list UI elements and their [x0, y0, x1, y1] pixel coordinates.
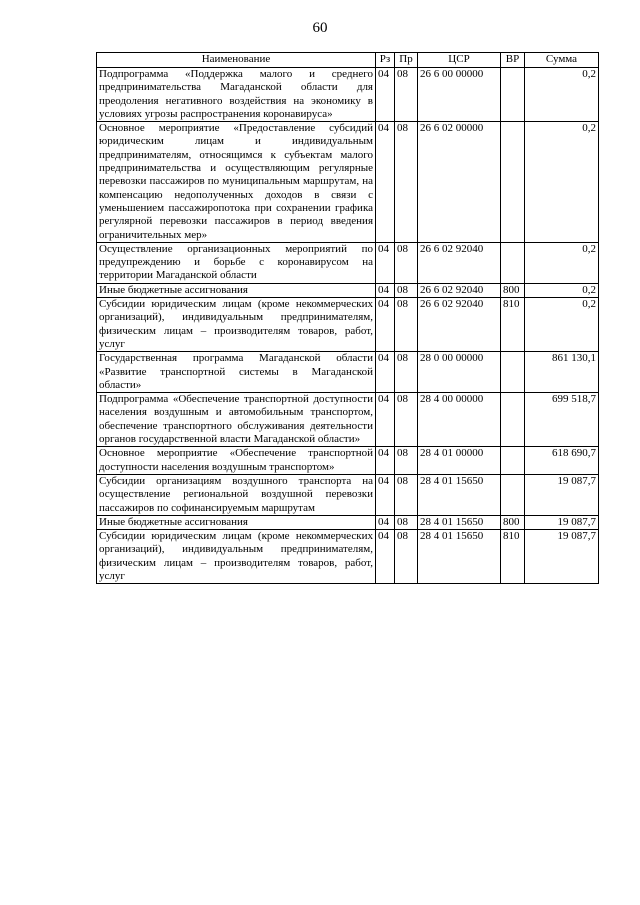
row-name: Основное мероприятие «Предоставление субсидий юридическим лицам и индивидуальным предпринимателям, относящимся к субъектам малого предпринимательства и осуществляющим регулярные перевозки пассажиров по муниципальным маршрутам, на компенсацию недополученных доходов в связи с уменьшением пассажиропотока при сохранении графика регулярной перевозки пассажиров в период введения ограничительных мер»: [97, 122, 376, 243]
row-pr: 08: [395, 242, 418, 283]
table-row: [97, 298, 599, 352]
header-csr: ЦСР: [418, 53, 501, 68]
row-rz: 04: [376, 352, 395, 393]
row-vr: [501, 474, 525, 515]
row-csr: 28 4 00 00000: [418, 393, 501, 447]
row-vr: [501, 122, 525, 243]
table-row: [97, 68, 599, 122]
row-sum: 19 087,7: [525, 530, 599, 584]
row-csr: 26 6 02 92040: [418, 242, 501, 283]
table-row: [97, 515, 599, 529]
row-sum: 0,2: [525, 242, 599, 283]
row-name: Основное мероприятие «Обеспечение транспортной доступности населения воздушным транспортом»: [97, 447, 376, 475]
row-vr: [501, 447, 525, 475]
row-sum: 0,2: [525, 298, 599, 352]
row-sum: 699 518,7: [525, 393, 599, 447]
table-row: [97, 474, 599, 515]
row-csr: 28 4 01 15650: [418, 530, 501, 584]
row-pr: 08: [395, 68, 418, 122]
row-sum: 618 690,7: [525, 447, 599, 475]
budget-table: [96, 52, 599, 584]
row-sum: 0,2: [525, 283, 599, 297]
row-vr: 800: [501, 283, 525, 297]
row-rz: 04: [376, 68, 395, 122]
row-pr: 08: [395, 393, 418, 447]
row-vr: [501, 352, 525, 393]
row-rz: 04: [376, 283, 395, 297]
table-row: [97, 283, 599, 297]
row-rz: 04: [376, 122, 395, 243]
row-vr: [501, 68, 525, 122]
row-sum: 0,2: [525, 122, 599, 243]
row-pr: 08: [395, 122, 418, 243]
row-vr: [501, 393, 525, 447]
row-rz: 04: [376, 298, 395, 352]
row-rz: 04: [376, 515, 395, 529]
row-name: Субсидии юридическим лицам (кроме некоммерческих организаций), индивидуальным предпринимателям, физическим лицам – производителям товаров, работ, услуг: [97, 530, 376, 584]
table-row: [97, 352, 599, 393]
row-pr: 08: [395, 530, 418, 584]
row-name: Иные бюджетные ассигнования: [97, 283, 376, 297]
row-sum: 19 087,7: [525, 474, 599, 515]
header-rz: Рз: [376, 53, 395, 68]
table-header-row: [97, 53, 599, 68]
row-sum: 19 087,7: [525, 515, 599, 529]
row-rz: 04: [376, 447, 395, 475]
header-vr: ВР: [501, 53, 525, 68]
row-rz: 04: [376, 474, 395, 515]
row-name: Субсидии организациям воздушного транспорта на осуществление региональной воздушной перевозки пассажиров по софинансируемым маршрутам: [97, 474, 376, 515]
row-rz: 04: [376, 393, 395, 447]
table-row: [97, 122, 599, 243]
row-csr: 28 4 01 15650: [418, 474, 501, 515]
row-vr: 810: [501, 298, 525, 352]
row-sum: 0,2: [525, 68, 599, 122]
row-csr: 28 4 01 15650: [418, 515, 501, 529]
row-pr: 08: [395, 283, 418, 297]
table-row: [97, 393, 599, 447]
header-pr: Пр: [395, 53, 418, 68]
row-vr: 810: [501, 530, 525, 584]
row-csr: 26 6 02 92040: [418, 298, 501, 352]
header-name: Наименование: [97, 53, 376, 68]
row-vr: 800: [501, 515, 525, 529]
row-name: Подпрограмма «Обеспечение транспортной доступности населения воздушным и автомобильным транспортом, обеспечение транспортного обслуживания деятельности органов государственной власти Магаданской области»: [97, 393, 376, 447]
row-vr: [501, 242, 525, 283]
row-pr: 08: [395, 447, 418, 475]
page-number: 60: [312, 20, 328, 36]
row-rz: 04: [376, 242, 395, 283]
header-sum: Сумма: [525, 53, 599, 68]
table-row: [97, 242, 599, 283]
row-pr: 08: [395, 515, 418, 529]
row-csr: 26 6 02 00000: [418, 122, 501, 243]
row-name: Субсидии юридическим лицам (кроме некоммерческих организаций), индивидуальным предпринимателям, физическим лицам – производителям товаров, работ, услуг: [97, 298, 376, 352]
row-pr: 08: [395, 298, 418, 352]
row-csr: 28 0 00 00000: [418, 352, 501, 393]
table-body: [97, 68, 599, 584]
row-rz: 04: [376, 530, 395, 584]
row-csr: 26 6 00 00000: [418, 68, 501, 122]
row-name: Иные бюджетные ассигнования: [97, 515, 376, 529]
row-csr: 28 4 01 00000: [418, 447, 501, 475]
row-name: Государственная программа Магаданской области «Развитие транспортной системы в Магаданской области»: [97, 352, 376, 393]
row-sum: 861 130,1: [525, 352, 599, 393]
table-row: [97, 530, 599, 584]
row-pr: 08: [395, 352, 418, 393]
row-pr: 08: [395, 474, 418, 515]
row-name: Осуществление организационных мероприятий по предупреждению и борьбе с коронавирусом на территории Магаданской области: [97, 242, 376, 283]
row-name: Подпрограмма «Поддержка малого и среднего предпринимательства Магаданской области для преодоления негативного воздействия на экономику в условиях угрозы распространения коронавируса»: [97, 68, 376, 122]
table-row: [97, 447, 599, 475]
row-csr: 26 6 02 92040: [418, 283, 501, 297]
